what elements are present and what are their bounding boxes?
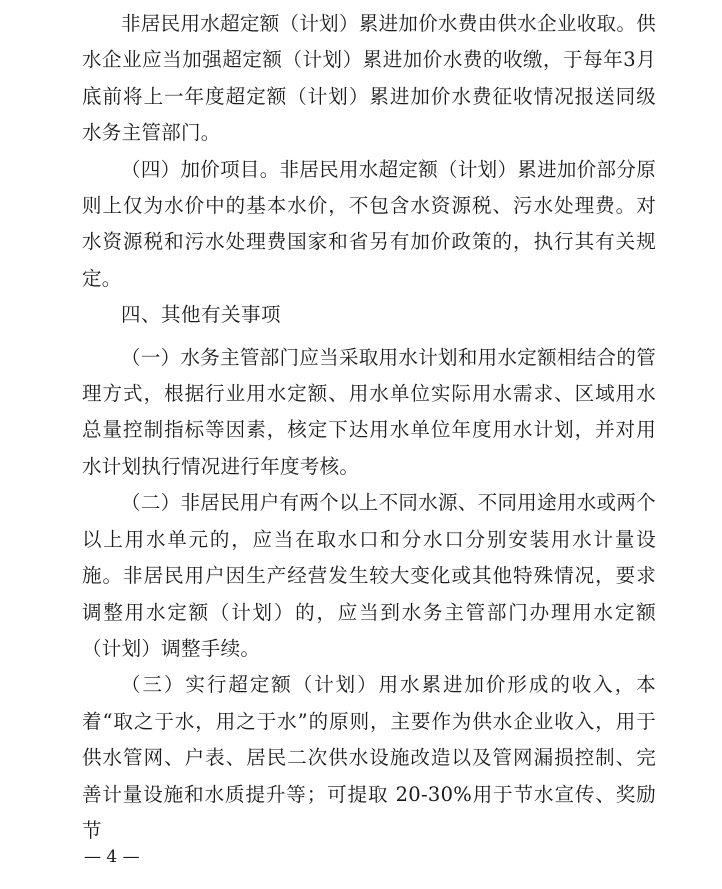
- body-paragraph: （四）加价项目。非居民用水超定额（计划）累进加价部分原则上仅为水价中的基本水价，不包含水资源税、污水处理费。对水资源税和污水处理费国家和省另有加价政策的，执行其有关规定。: [82, 157, 656, 290]
- body-paragraph: 非居民用水超定额（计划）累进加价水费由供水企业收取。供水企业应当加强超定额（计划）累进加价水费的收缴，于每年3月底前将上一年度超定额（计划）累进加价水费征收情况报送同级水务主管部门。: [82, 12, 656, 145]
- body-paragraph: （一）水务主管部门应当采取用水计划和用水定额相结合的管理方式，根据行业用水定额、用水单位实际用水需求、区域用水总量控制指标等因素，核定下达用水单位年度用水计划，并对用水计划执行情况进行年度考核。: [82, 345, 656, 478]
- page-number: — 4 —: [84, 847, 140, 867]
- document-page: [82, 6, 656, 849]
- section-heading: 四、其他有关事项: [121, 303, 282, 327]
- body-paragraph: （二）非居民用户有两个以上不同水源、不同用途用水或两个以上用水单元的，应当在取水口和分水口分别安装用水计量设施。非居民用户因生产经营发生较大变化或其他特殊情况，要求调整用水定额（计划）的，应当到水务主管部门办理用水定额（计划）调整手续。: [82, 491, 656, 660]
- body-paragraph: （三）实行超定额（计划）用水累进加价形成的收入，本着“取之于水，用之于水”的原则，主要作为供水企业收入，用于供水管网、户表、居民二次供水设施改造以及管网漏损控制、完善计量设施和水质提升等；可提取 20-30%用于节水宣传、奖励节: [82, 673, 656, 842]
